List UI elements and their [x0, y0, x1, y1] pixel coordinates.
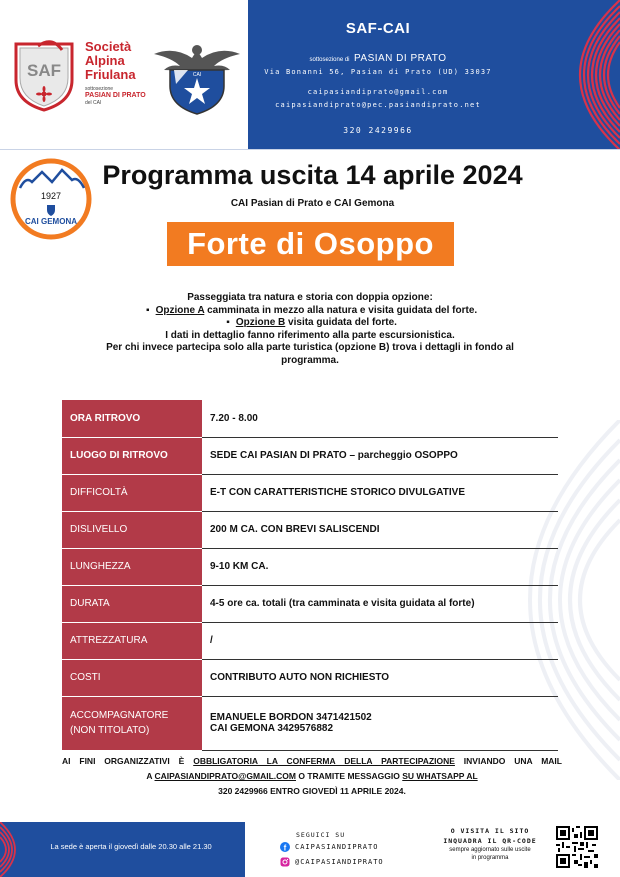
qr-caption-3: sempre aggiornato sulle uscite	[449, 847, 531, 853]
row-key-costi: COSTI	[62, 659, 202, 696]
notice-l1b: OBBLIGATORIA LA CONFERMA DELLA PARTECIPAZIONE	[193, 756, 455, 766]
header-phone: 320 2429966	[343, 126, 413, 135]
instagram-link[interactable]	[280, 857, 384, 867]
decorative-stripes-icon	[500, 0, 620, 150]
bullet-icon: ▪	[146, 304, 150, 316]
footer-hours-text: La sede è aperta il giovedì dalle 20.30 alle 21.30	[50, 842, 212, 851]
qr-caption-4: in programma	[471, 855, 509, 861]
facebook-link[interactable]	[280, 842, 378, 852]
row-value-lunghezza: 9-10 KM CA.	[202, 548, 558, 585]
table-row	[62, 437, 558, 474]
header-email-2[interactable]: caipasiandiprato@pec.pasiandiprato.net	[275, 101, 481, 109]
header-email-1[interactable]: caipasiandiprato@gmail.com	[307, 88, 449, 96]
saf-shield-logo-icon	[12, 40, 76, 112]
registration-notice	[62, 754, 562, 799]
row-value-attrezzatura: /	[202, 622, 558, 659]
row-key-ora-ritrovo: ORA RITROVO	[62, 400, 202, 437]
intro-text	[60, 292, 560, 367]
header-subtitle	[248, 48, 508, 66]
row-key-difficolta: DIFFICOLTÀ	[62, 474, 202, 511]
saf-sub-1: sottosezione	[85, 86, 114, 92]
intro-line-5: Per chi invece partecipa solo alla parte turistica (opzione B) trova i dettagli in fondo al	[106, 342, 514, 353]
qr-caption	[430, 826, 550, 862]
saf-name-line-3: Friulana	[85, 67, 136, 82]
cai-eagle-emblem-icon	[152, 40, 242, 116]
header-address: Via Bonanni 56, Pasian di Prato (UD) 33037	[264, 68, 492, 76]
cai-emblem-text: CAI	[192, 72, 202, 78]
intro-line-1: Passeggiata tra natura e storia con doppia opzione:	[187, 292, 433, 303]
intro-line-6: programma.	[281, 354, 339, 366]
table-row	[62, 474, 558, 511]
cai-gemona-logo-icon	[10, 158, 92, 240]
table-row	[62, 400, 558, 437]
page-title: Programma uscita 14 aprile 2024	[102, 160, 523, 190]
header-subtitle-big: PASIAN DI PRATO	[353, 53, 447, 64]
row-value-accompagnatore	[202, 696, 558, 750]
notice-l2d: SU WHATSAPP AL	[402, 771, 478, 781]
notice-email-link[interactable]: CAIPASIANDIPRATO@GMAIL.COM	[154, 771, 296, 781]
svg-text:f: f	[283, 843, 288, 852]
event-name: Forte di Osoppo	[187, 226, 434, 261]
footer-hours-panel	[0, 822, 245, 877]
row-value-dislivello: 200 M CA. CON BREVI SALISCENDI	[202, 511, 558, 548]
accompagnatore-sub: (NON TITOLATO)	[70, 725, 150, 736]
qr-caption-1: O VISITA IL SITO	[450, 827, 530, 835]
table-row	[62, 696, 558, 750]
header-title: SAF-CAI	[345, 20, 411, 37]
saf-sub-3: del CAI	[85, 100, 102, 106]
saf-logo-text: SAF	[27, 61, 61, 80]
row-key-accompagnatore	[62, 696, 202, 750]
gemona-year: 1927	[40, 191, 62, 201]
row-value-costi: CONTRIBUTO AUTO NON RICHIESTO	[202, 659, 558, 696]
accompagnatore-label: ACCOMPAGNATORE	[70, 710, 169, 721]
qr-code-icon[interactable]	[556, 826, 598, 868]
gemona-name: CAI GEMONA	[25, 217, 77, 226]
event-name-banner	[167, 222, 454, 266]
intro-option-a	[60, 305, 560, 318]
header-subtitle-small: sottosezione di	[309, 57, 350, 63]
saf-name-line-2: Alpina	[85, 53, 125, 68]
intro-line-4: I dati in dettaglio fanno riferimento alla parte escursionistica.	[165, 329, 455, 341]
facebook-icon	[280, 842, 290, 852]
qr-caption-2: INQUADRA IL QR-CODE	[443, 837, 537, 845]
bullet-icon: ▪	[226, 317, 230, 328]
page-subtitle: CAI Pasian di Prato e CAI Gemona	[230, 198, 395, 209]
row-value-ora-ritrovo: 7.20 - 8.00	[202, 400, 558, 437]
notice-line-3: 320 2429966 ENTRO GIOVEDÌ 11 APRILE 2024.	[218, 786, 406, 796]
table-row	[62, 548, 558, 585]
instagram-icon	[280, 857, 290, 867]
row-key-luogo: LUOGO DI RITROVO	[62, 437, 202, 474]
table-row	[62, 585, 558, 622]
notice-l1c: INVIANDO UNA MAIL	[454, 756, 562, 766]
notice-l1a: AI FINI ORGANIZZATIVI È	[62, 756, 194, 766]
row-key-lunghezza: LUNGHEZZA	[62, 548, 202, 585]
facebook-handle: CAIPASIANDIPRATO	[295, 843, 379, 851]
follow-label: SEGUICI SU	[296, 831, 346, 839]
header	[0, 0, 620, 150]
option-b-label: Opzione B	[235, 317, 286, 328]
accompagnatore-1: EMANUELE BORDON 3471421502	[210, 712, 372, 723]
details-table	[62, 400, 558, 751]
saf-sub-2: PASIAN DI PRATO	[85, 92, 146, 99]
row-value-difficolta: E-T CON CARATTERISTICHE STORICO DIVULGATIVE	[202, 474, 558, 511]
notice-l2a: A	[146, 771, 155, 781]
header-logo-area	[0, 0, 248, 150]
option-b-text: visita guidata del forte.	[285, 317, 397, 328]
row-key-durata: DURATA	[62, 585, 202, 622]
row-key-attrezzatura: ATTREZZATURA	[62, 622, 202, 659]
option-a-label: Opzione A	[155, 304, 205, 316]
accompagnatore-2: CAI GEMONA 3429576882	[210, 723, 334, 734]
table-row	[62, 659, 558, 696]
saf-name-line-1: Società	[85, 39, 132, 54]
row-value-durata: 4-5 ore ca. totali (tra camminata e visita guidata al forte)	[202, 585, 558, 622]
notice-l2c: O TRAMITE MESSAGGIO	[295, 771, 403, 781]
header-divider	[0, 149, 620, 150]
row-key-dislivello: DISLIVELLO	[62, 511, 202, 548]
row-value-luogo: SEDE CAI PASIAN DI PRATO – parcheggio OSOPPO	[202, 437, 558, 474]
intro-option-b	[60, 317, 560, 330]
notice-line-1	[62, 754, 562, 769]
option-a-text: camminata in mezzo alla natura e visita guidata del forte.	[204, 304, 478, 316]
table-row	[62, 622, 558, 659]
notice-line-2	[62, 769, 562, 784]
instagram-handle: @CAIPASIANDIPRATO	[295, 858, 384, 866]
table-row	[62, 511, 558, 548]
